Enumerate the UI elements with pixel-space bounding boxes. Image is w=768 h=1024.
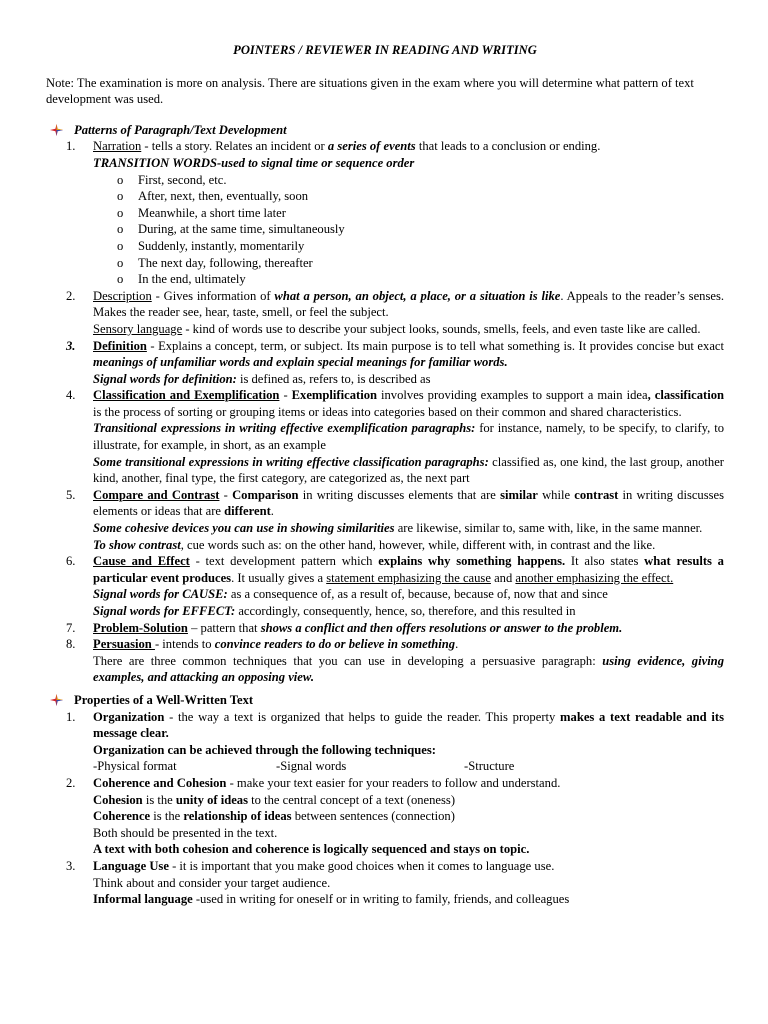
term-definition: Definition (93, 338, 147, 353)
cohesion-coherence-summary: A text with both cohesion and coherence is logically sequenced and stays on topic. (93, 842, 530, 857)
narration-emphasis: a series of events (327, 139, 416, 154)
list-item-classification: 4. Classification and Exemplification - Exemplification involves providing examples to support a main idea, classification is the process of sorting or grouping items or ideas into categories based on their common and shared characteristics. Transitional expressions in writing effective exemplification paragraphs: for instance, namely, to be specify, to clarify, to illustrate, for example, in short, as an example Some transitional expressions in writing effective classification paragraphs: classified as, one kind, the last group, another kind, another, final type, the first category, are categorized as, the next part (66, 388, 725, 486)
properties-list (66, 709, 724, 908)
four-point-star-bullet-icon (50, 694, 63, 706)
item-number: 7. (66, 620, 76, 635)
item-number: 3. (66, 338, 76, 353)
item-number: 4. (66, 388, 76, 403)
item-number: 2. (66, 775, 76, 790)
term-sensory-language: Sensory language (93, 321, 183, 336)
term-language-use: Language Use (93, 858, 169, 873)
term-narration: Narration (93, 139, 142, 154)
both-presented-text: Both should be presented in the text. (93, 825, 278, 840)
term-cause-effect: Cause and Effect (93, 554, 190, 569)
list-item: o First, second, etc. (117, 172, 227, 187)
item-number: 6. (66, 554, 76, 569)
organization-techniques (93, 758, 724, 775)
term-problem-solution: Problem-Solution (93, 620, 188, 635)
list-item-problem-solution: 7. Problem-Solution – pattern that shows a conflict and then offers resolutions or answer to the problem. (66, 620, 623, 635)
signal-words-definition-label: Signal words for definition: (93, 371, 237, 386)
term-informal-language: Informal language (93, 892, 193, 907)
target-audience-text: Think about and consider your target audience. (93, 875, 331, 890)
list-item-description: 2. Description - Gives information of what a person, an object, a place, or a situation is like. Appeals to the reader’s senses. Makes the reader see, hear, taste, smell, or feel the subject. Sensory language - kind of words use to describe your subject looks, sounds, smells, feels, and even taste like are called. (66, 288, 725, 336)
term-classification: Classification and Exemplification (93, 388, 280, 403)
four-point-star-bullet-icon (50, 124, 63, 136)
term-coherence-cohesion: Coherence and Cohesion (93, 775, 227, 790)
list-item-cause-effect: 6. Cause and Effect - text development pattern which explains why something happens. It also states what results a particular event produces. It usually gives a statement emphasizing the cause and another emphasizing the effect. Signal words for CAUSE: as a consequence of, as a result of, because, because of, now that and since Signal words for EFFECT: accordingly, consequently, hence, so, therefore, and this resulted in (66, 554, 724, 618)
list-item-persuasion: 8. Persuasion - intends to convince readers to do or believe in something. There are three common techniques that you can use in developing a persuasive paragraph: using evidence, giving examples, and attacking an opposing view. (66, 637, 724, 685)
section-patterns (46, 122, 724, 686)
list-item-organization: 1. Organization - the way a text is organized that helps to guide the reader. This property makes a text readable and its message clear. Organization can be achieved through the following techniques: -Physical format -Signal words -Structure (66, 709, 724, 774)
list-item-definition: 3. Definition - Explains a concept, term, or subject. Its main purpose is to tell what something is. It provides concise but exact meanings of unfamiliar words and explain special meanings for familiar words. Signal words for definition: is defined as, refers to, is described as (66, 338, 724, 386)
narration-text: - tells a story. Relates an incident or (141, 139, 328, 154)
term-organization: Organization (93, 709, 165, 724)
contrast-cues-label: To show contrast (93, 537, 181, 552)
term-persuasion: Persuasion (93, 637, 155, 652)
transition-words-heading: TRANSITION WORDS-used to signal time or sequence order (93, 155, 415, 170)
item-number: 5. (66, 487, 76, 502)
organization-techniques-heading: Organization can be achieved through the following techniques: (93, 742, 436, 757)
patterns-list (66, 138, 725, 686)
transition-words-list (93, 172, 724, 288)
list-item-coherence-cohesion: 2. Coherence and Cohesion - make your text easier for your readers to follow and understand. Cohesion is the unity of ideas to the central concept of a text (oneness) Coherence is the relationship of ideas between sentences (connection) Both should be presented in the text. A text with both cohesion and coherence is logically sequenced and stays on topic. (74, 775, 724, 858)
list-item: o The next day, following, thereafter (117, 255, 313, 270)
item-number: 1. (66, 139, 76, 154)
term-description: Description (93, 288, 152, 303)
technique-item: -Physical format (93, 759, 177, 774)
exemplification-transitions-label: Transitional expressions in writing effective exemplification paragraphs: (93, 421, 476, 436)
list-item: o During, at the same time, simultaneously (117, 222, 345, 237)
section-heading-properties: Properties of a Well-Written Text (74, 692, 254, 707)
similarity-devices-label: Some cohesive devices you can use in showing similarities (93, 521, 395, 536)
list-item: o After, next, then, eventually, soon (117, 189, 309, 204)
section-properties (46, 692, 724, 908)
item-number: 3. (66, 858, 76, 873)
list-item-language-use: 3. Language Use - it is important that you make good choices when it comes to language use. Think about and consider your target audience. Informal language -used in writing for oneself or in writing to family, friends, and colleagues (74, 858, 724, 908)
item-number: 2. (66, 288, 76, 303)
list-item-compare-contrast: 5. Compare and Contrast - Comparison in writing discusses elements that are similar while contrast in writing discusses elements or ideas that are different. Some cohesive devices you can use in showing similarities are likewise, similar to, same with, like, in the same manner. To show contrast, cue words such as: on the other hand, however, while, different with, in contrast and the like. (66, 487, 725, 552)
list-item: o Meanwhile, a short time later (117, 205, 286, 220)
list-item: o Suddenly, instantly, momentarily (117, 238, 305, 253)
exam-note: Note: The examination is more on analysis. There are situations given in the exam where you will determine what pattern of text development was used. (46, 75, 694, 107)
signal-words-effect-label: Signal words for EFFECT: (93, 604, 236, 618)
classification-transitions-label: Some transitional expressions in writing effective classification paragraphs: (93, 454, 489, 469)
technique-item: -Structure (464, 759, 515, 774)
item-number: 8. (66, 637, 76, 652)
list-item-narration (66, 138, 724, 287)
narration-text-end: that leads to a conclusion or ending. (415, 139, 601, 154)
document-title: POINTERS / REVIEWER IN READING AND WRITING (233, 43, 537, 57)
item-number: 1. (66, 709, 76, 724)
signal-words-cause-label: Signal words for CAUSE: (93, 587, 228, 602)
list-item: o In the end, ultimately (117, 272, 246, 287)
technique-item: -Signal words (276, 759, 347, 774)
section-heading-patterns: Patterns of Paragraph/Text Development (74, 122, 287, 137)
term-compare-contrast: Compare and Contrast (93, 487, 220, 502)
